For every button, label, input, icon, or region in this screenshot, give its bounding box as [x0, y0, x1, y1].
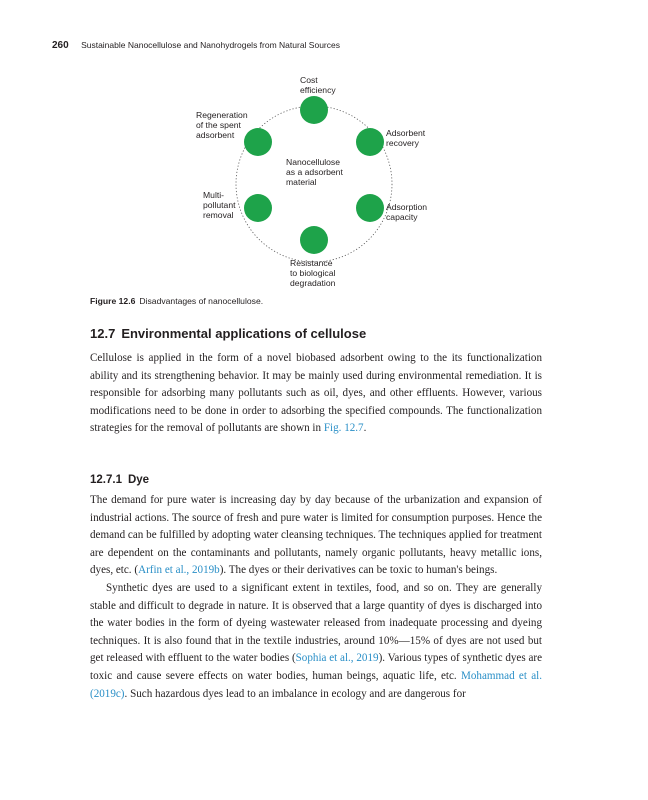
label-adsorbent-recovery: Adsorbent recovery	[386, 128, 426, 148]
subsection-number: 12.7.1	[90, 474, 122, 486]
section-heading	[90, 326, 366, 341]
node-regeneration	[244, 128, 272, 156]
node-adsorption-capacity	[356, 194, 384, 222]
figure-12-6	[190, 72, 450, 292]
label-resistance: Resistance to biological degradation	[290, 258, 336, 288]
label-cost-efficiency: Cost efficiency	[300, 75, 336, 95]
figure-caption-label: Figure 12.6	[90, 296, 136, 306]
citation-link[interactable]: Mohammad et al. (2019c)	[90, 669, 542, 700]
subsection-title: Dye	[127, 474, 150, 486]
figure-link[interactable]: Fig. 12.7	[323, 422, 364, 435]
running-header	[52, 40, 340, 51]
page-number: 260	[52, 40, 69, 51]
section-title: Environmental applications of cellulose	[121, 326, 367, 341]
book-title: Sustainable Nanocellulose and Nanohydrogels from Natural Sources	[81, 40, 340, 50]
dye-paragraph-1: The demand for pure water is increasing day by day because of the urbanization and expansion of industrial actions. The source of fresh and pure water is limited for consumption purposes. Hence the demand can be fulfilled by adopting water cleansing techniques. The techniques applied for treatment are dependent on the contaminants and pollutants, namely organic pollutants, heavy metallic ions, dyes, etc. (Arfin et al., 2019b). The dyes or their derivatives can be toxic to human's beings.	[90, 494, 542, 577]
label-adsorption-capacity: Adsorption capacity	[386, 202, 428, 222]
label-regeneration: Regeneration of the spent adsorbent	[196, 110, 248, 140]
citation-link[interactable]: Arfin et al., 2019b	[138, 564, 220, 577]
figure-caption	[90, 296, 263, 306]
figure-caption-text: Disadvantages of nanocellulose.	[139, 296, 264, 306]
subsection-heading	[90, 474, 149, 486]
dye-paragraph-2: Synthetic dyes are used to a significant extent in textiles, food, and so on. They are generally stable and difficult to degrade in nature. It is observed that a large quantity of dyes is discharged into the water bodies in the form of dyeing wastewater released from inadequate processing and dyeing techniques. It is also found that in the textile industries, around 10%—15% of dyes are not used but get released with effluent to the water bodies (Sophia et al., 2019). Various types of synthetic dyes are toxic and cause severe effects on water bodies, human beings, aquatic life, etc. Mohammad et al. (2019c). Such hazardous dyes lead to an imbalance in ecology and are dangerous for	[90, 582, 543, 700]
node-cost-efficiency	[300, 96, 328, 124]
node-resistance	[300, 226, 328, 254]
section-number: 12.7	[90, 326, 116, 341]
node-adsorbent-recovery	[356, 128, 384, 156]
section-paragraph: Cellulose is applied in the form of a novel biobased adsorbent owing to the its functionalization ability and its strengthening behavior. It may be mainly used during environmental remediation. It is responsible for adsorbing many pollutants such as oil, dyes, and other effluents. However, various modifications need to be done in order to adsorbing the specified compounds. The functionalization strategies for the removal of pollutants are shown in Fig. 12.7.	[90, 352, 542, 435]
node-multi-pollutant	[244, 194, 272, 222]
citation-link[interactable]: Sophia et al., 2019	[295, 652, 379, 665]
label-center: Nanocellulose as a adsorbent material	[286, 157, 343, 187]
label-multi-pollutant: Multi- pollutant removal	[203, 190, 236, 220]
